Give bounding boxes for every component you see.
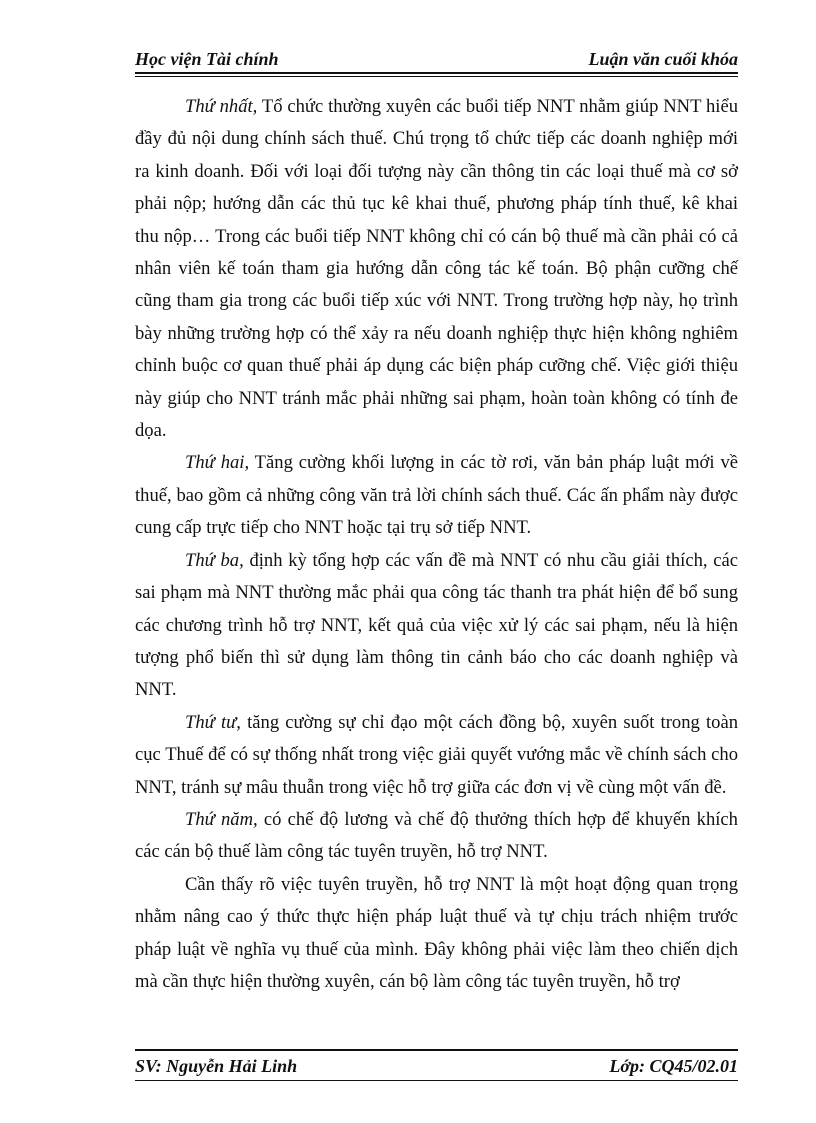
header-institution: Học viện Tài chính — [135, 49, 279, 69]
paragraph-2 — [135, 447, 738, 544]
header-rule — [135, 72, 738, 74]
paragraph-lead: Thứ nhất, — [185, 96, 258, 117]
footer-rule-thin — [135, 1080, 738, 1081]
paragraph-text: định kỳ tổng hợp các vấn đề mà NNT có nhu cầu giải thích, các sai phạm mà NNT thường mắc phải qua công tác thanh tra phát hiện để bổ sung các chương trình hỗ trợ NNT, kết quả của việc xử lý các sai phạm, nếu là hiện tượng phổ biến thì sử dụng làm thông tin cảnh báo cho các doanh nghiệp và NNT. — [135, 549, 738, 701]
paragraph-text: Cần thấy rõ việc tuyên truyền, hỗ trợ NNT là một hoạt động quan trọng nhằm nâng cao ý thức thực hiện pháp luật thuế và tự chịu trách nhiệm trước pháp luật về nghĩa vụ thuế của mình. Đây không phải việc làm theo chiến dịch mà cần thực hiện thường xuyên, cán bộ làm công tác tuyên truyền, hỗ trợ — [135, 873, 738, 992]
paragraph-text: Tăng cường khối lượng in các tờ rơi, văn bản pháp luật mới về thuế, bao gồm cả những công văn trả lời chính sách thuế. Các ấn phẩm này được cung cấp trực tiếp cho NNT hoặc tại trụ sở tiếp NNT. — [135, 452, 739, 539]
footer-class: Lớp: CQ45/02.01 — [609, 1056, 738, 1076]
footer-student: SV: Nguyễn Hải Linh — [135, 1056, 298, 1076]
page-header — [135, 47, 738, 75]
paragraph-3 — [135, 545, 738, 707]
page-footer — [135, 1054, 738, 1080]
paragraph-text: có chế độ lương và chế độ thưởng thích hợp để khuyến khích các cán bộ thuế làm công tác tuyên truyền, hỗ trợ NNT. — [135, 808, 738, 863]
paragraph-4 — [135, 707, 738, 804]
paragraph-lead: Thứ hai, — [185, 452, 250, 474]
header-document-type: Luận văn cuối khóa — [588, 49, 738, 69]
header-rule-thin — [135, 76, 738, 77]
paragraph-6 — [135, 869, 738, 999]
paragraph-lead: Thứ năm, — [185, 808, 258, 830]
body-text — [135, 91, 738, 998]
footer-rule — [135, 1049, 738, 1051]
paragraph-lead: Thứ ba, — [185, 549, 244, 571]
paragraph-lead: Thứ tư, — [185, 711, 241, 733]
paragraph-5 — [135, 804, 738, 869]
paragraph-text: Tổ chức thường xuyên các buổi tiếp NNT nhằm giúp NNT hiểu đầy đủ nội dung chính sách thuế. Chú trọng tổ chức tiếp các doanh nghiệp mới ra kinh doanh. Đối với loại đối tượng này cần thông tin các loại thuế mà cơ sở phải nộp; hướng dẫn các thủ tục kê khai thuế, phương pháp tính thuế, kê khai thu nộp… Trong các buổi tiếp NNT không chỉ có cán bộ thuế mà cần phải có cả nhân viên kế toán tham gia hướng dẫn công tác kế toán. Bộ phận cưỡng chế cũng tham gia trong các buổi tiếp xúc với NNT. Trong trường hợp này, họ trình bày những trường hợp có thể xảy ra nếu doanh nghiệp thực hiện không nghiêm chỉnh buộc cơ quan thuế phải áp dụng các biện pháp cưỡng chế. Việc giới thiệu này giúp cho NNT tránh mắc phải những sai phạm, hoàn toàn không có tính đe dọa. — [135, 96, 738, 442]
paragraph-text: tăng cường sự chỉ đạo một cách đồng bộ, xuyên suốt trong toàn cục Thuế để có sự thống nhất trong việc giải quyết vướng mắc về chính sách cho NNT, tránh sự mâu thuẫn trong việc hỗ trợ giữa các đơn vị về cùng một vấn đề. — [135, 711, 738, 798]
paragraph-1 — [135, 91, 738, 447]
